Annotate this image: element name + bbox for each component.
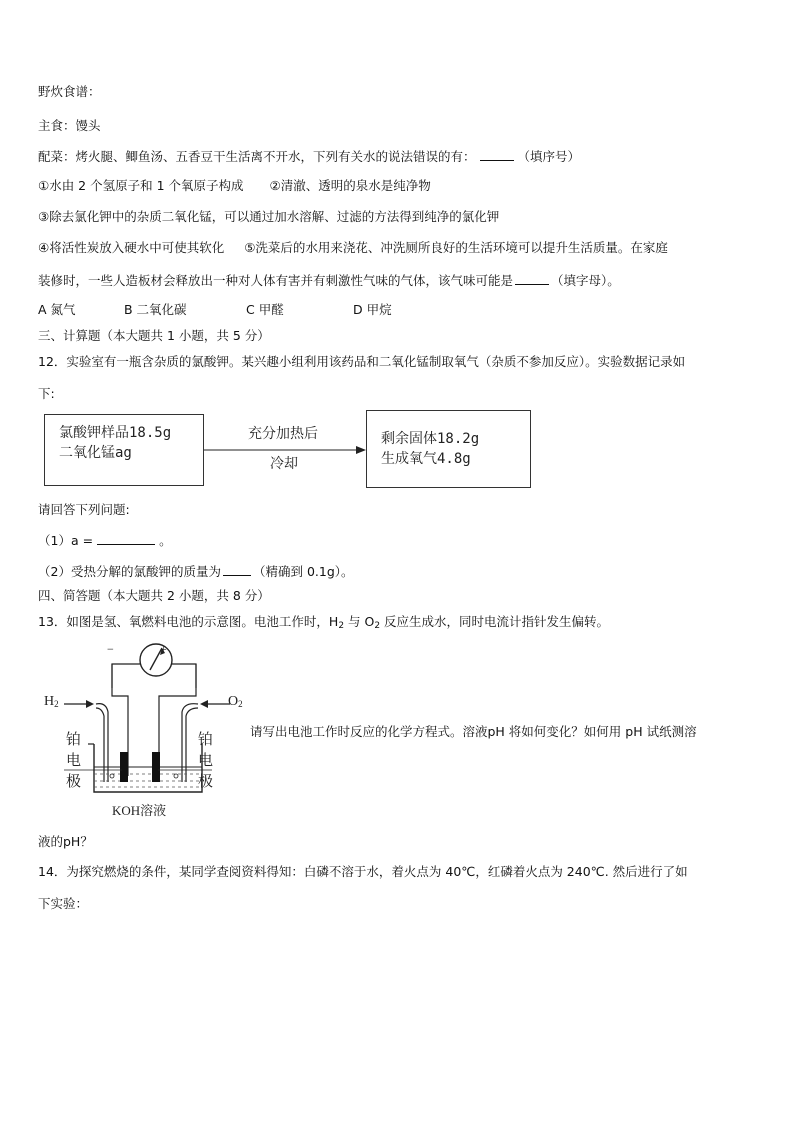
q13-question-end: 液的pH？ — [38, 834, 93, 849]
q14-line-2: 下实验： — [38, 896, 89, 911]
flow-right-box — [366, 410, 531, 488]
flow-arrow-top-label: 充分加热后 — [248, 426, 318, 442]
renovation-line — [38, 272, 620, 289]
q12-line-1: 12．实验室有一瓶含杂质的氯酸钾。某兴趣小组利用该药品和二氧化锰制取氧气（杂质不参加反应）。实验数据记录如 — [38, 354, 686, 369]
flow-right-line2: 生成氧气4.8g — [381, 451, 471, 467]
choices-line — [38, 302, 392, 318]
left-electrode-char-1: 铂 — [66, 732, 82, 748]
renovation-text: 装修时，一些人造板材会释放出一种对人体有害并有刺激性气味的气体，该气味可能是 — [38, 273, 514, 288]
right-electrode-char-2: 电 — [198, 753, 214, 769]
o2-label — [228, 694, 243, 710]
flow-left-box — [44, 414, 204, 486]
option-1: ①水由 2 个氢原子和 1 个氧原子构成 — [38, 178, 244, 193]
right-electrode-label — [198, 730, 214, 793]
q12-prompt: 请回答下列问题: — [38, 502, 130, 517]
q12-sub1-label: （1）a = — [38, 533, 94, 548]
koh-solution-label: KOH溶液 — [112, 803, 167, 818]
q12-sub2-suffix: （精确到 0.1g）。 — [252, 564, 354, 579]
choice-d: D 甲烷 — [353, 302, 392, 317]
left-electrode-char-2: 电 — [66, 753, 82, 769]
flow-left-line2: 二氧化锰ag — [59, 445, 132, 461]
renovation-suffix: （填字母）。 — [551, 273, 620, 288]
q13-text-b: 与 O — [344, 614, 375, 629]
q13-sub-h2: 2 — [338, 621, 345, 631]
answer-blank[interactable] — [97, 532, 155, 545]
left-electrode — [120, 752, 128, 782]
flow-left-line1: 氯酸钾样品18.5g — [59, 425, 172, 441]
dishes-line — [38, 148, 580, 165]
option-5: ⑤洗菜后的水用来浇花、冲洗厕所良好的生活环境可以提升生活质量。在家庭 — [244, 240, 668, 255]
flow-right-line1: 剩余固体18.2g — [381, 431, 480, 447]
h2-subscript: 2 — [54, 699, 59, 709]
h2-label — [44, 694, 59, 710]
option-line-2 — [38, 240, 668, 256]
q12-sub2 — [38, 563, 354, 580]
section-3-heading: 三、计算题（本大题共 1 小题，共 5 分） — [38, 328, 270, 343]
q13-sub-o2: 2 — [374, 621, 381, 631]
flow-arrow-bottom-label: 冷却 — [270, 456, 298, 472]
dishes-text: 配菜：烤火腿、鲫鱼汤、五香豆干生活离不开水，下列有关水的说法错误的有： — [38, 149, 476, 164]
option-2: ②清澈、透明的泉水是纯净物 — [269, 178, 431, 193]
option-3: ③除去氯化钾中的杂质二氧化锰，可以通过加水溶解、过滤的方法得到纯净的氯化钾 — [38, 209, 500, 224]
q13-text-c: 反应生成水，同时电流计指针发生偏转。 — [380, 614, 610, 629]
left-electrode-char-3: 极 — [66, 774, 82, 790]
q12-sub1 — [38, 532, 172, 549]
choice-b: B 二氧化碳 — [124, 302, 187, 317]
h2-symbol: H — [44, 694, 55, 709]
right-electrode-char-3: 极 — [198, 774, 214, 790]
option-4: ④将活性炭放入硬水中可使其软化 — [38, 240, 225, 255]
menu-title: 野炊食谱： — [38, 84, 101, 99]
section-4-heading: 四、简答题（本大题共 2 小题，共 8 分） — [38, 588, 270, 603]
choice-a: A 氮气 — [38, 302, 76, 317]
o2-symbol: O — [228, 694, 239, 709]
galvanometer-minus: − — [107, 642, 114, 656]
choice-c: C 甲醛 — [246, 302, 284, 317]
option-line-1 — [38, 178, 431, 194]
q12-sub1-end: 。 — [159, 533, 172, 548]
q13-line — [38, 614, 609, 634]
q13-question: 请写出电池工作时反应的化学方程式。溶液pH 将如何变化？如何用 pH 试纸测溶 — [250, 724, 697, 739]
answer-blank[interactable] — [480, 148, 514, 161]
right-electrode-char-1: 铂 — [198, 732, 214, 748]
q12-sub2-text: （2）受热分解的氯酸钾的质量为 — [38, 564, 221, 579]
o2-subscript: 2 — [238, 699, 243, 709]
left-electrode-label — [66, 730, 82, 793]
dishes-suffix: （填序号） — [517, 149, 581, 164]
right-electrode — [152, 752, 160, 782]
answer-blank[interactable] — [515, 272, 549, 285]
staple-line: 主食：馒头 — [38, 118, 101, 133]
q13-text-a: 13．如图是氢、氧燃料电池的示意图。电池工作时，H — [38, 614, 339, 629]
q12-line-2: 下: — [38, 386, 55, 401]
q14-line-1: 14．为探究燃烧的条件，某同学查阅资料得知：白磷不溶于水，着火点为 40℃，红磷着火点为 240℃. 然后进行了如 — [38, 864, 688, 879]
galvanometer-plus: + — [160, 642, 167, 656]
answer-blank[interactable] — [223, 563, 251, 576]
